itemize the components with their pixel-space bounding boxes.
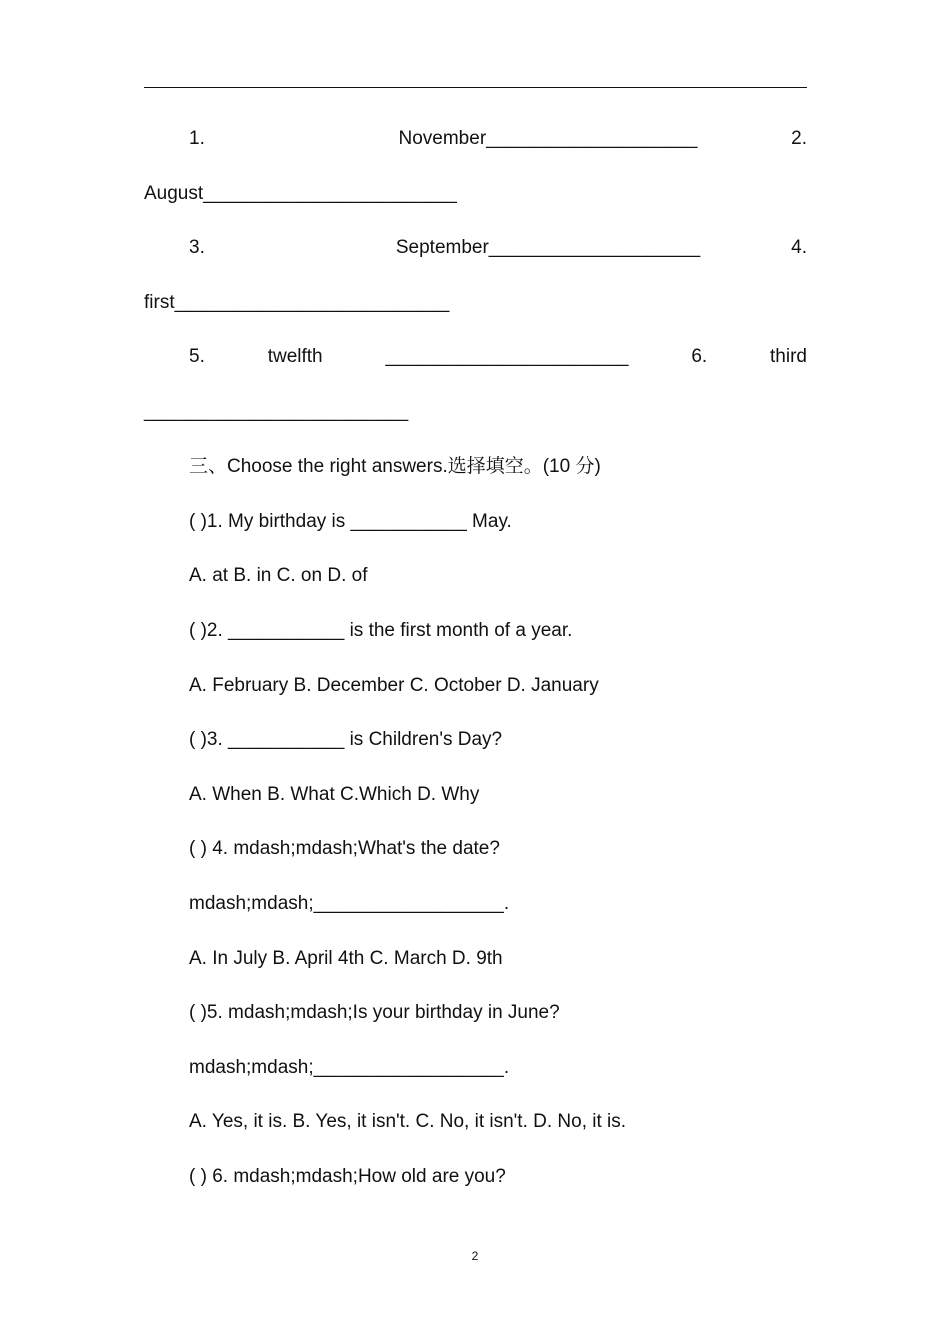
question-2: ( )2. ___________ is the first month of a year. xyxy=(189,620,573,641)
vocab-item-4-word: first__________________________ xyxy=(144,292,450,313)
vocab-item-5-blank: _______________________ xyxy=(385,346,629,367)
question-1-options: A. at B. in C. on D. of xyxy=(189,565,368,586)
vocab-row-5 xyxy=(189,345,807,369)
question-6: ( ) 6. mdash;mdash;How old are you? xyxy=(189,1166,506,1187)
question-1: ( )1. My birthday is ___________ May. xyxy=(189,511,512,532)
question-5-options: A. Yes, it is. B. Yes, it isn't. C. No, it isn't. D. No, it is. xyxy=(189,1111,627,1132)
question-2-options: A. February B. December C. October D. January xyxy=(189,675,599,696)
question-4-options: A. In July B. April 4th C. March D. 9th xyxy=(189,948,503,969)
vocab-row-1 xyxy=(189,127,807,151)
question-4: ( ) 4. mdash;mdash;What's the date? xyxy=(189,838,500,859)
vocab-row-3 xyxy=(189,236,807,260)
vocab-item-6-blank: _________________________ xyxy=(144,401,409,422)
vocab-item-1-word: November____________________ xyxy=(398,128,698,149)
vocab-item-6-number: 6. xyxy=(691,346,708,367)
vocab-item-2-number: 2. xyxy=(791,128,807,149)
question-4-answer-line: mdash;mdash;__________________. xyxy=(189,893,510,914)
question-3: ( )3. ___________ is Children's Day? xyxy=(189,729,503,750)
vocab-item-4-number: 4. xyxy=(791,237,807,258)
vocab-item-5-number: 5. xyxy=(189,346,205,367)
vocab-item-3-word: September____________________ xyxy=(395,237,701,258)
section-3-heading: 三、Choose the right answers.选择填空。(10 分) xyxy=(189,456,601,477)
vocab-item-2-word: August________________________ xyxy=(144,183,457,204)
question-3-options: A. When B. What C.Which D. Why xyxy=(189,784,480,805)
vocab-item-3-number: 3. xyxy=(189,237,205,258)
page-number: 2 xyxy=(471,1249,479,1263)
vocab-item-5-word: twelfth xyxy=(267,346,323,367)
question-5: ( )5. mdash;mdash;Is your birthday in June? xyxy=(189,1002,560,1023)
question-5-answer-line: mdash;mdash;__________________. xyxy=(189,1057,510,1078)
vocab-item-6-word: third xyxy=(770,346,807,367)
top-divider-line xyxy=(144,87,807,88)
vocab-item-1-number: 1. xyxy=(189,128,205,149)
